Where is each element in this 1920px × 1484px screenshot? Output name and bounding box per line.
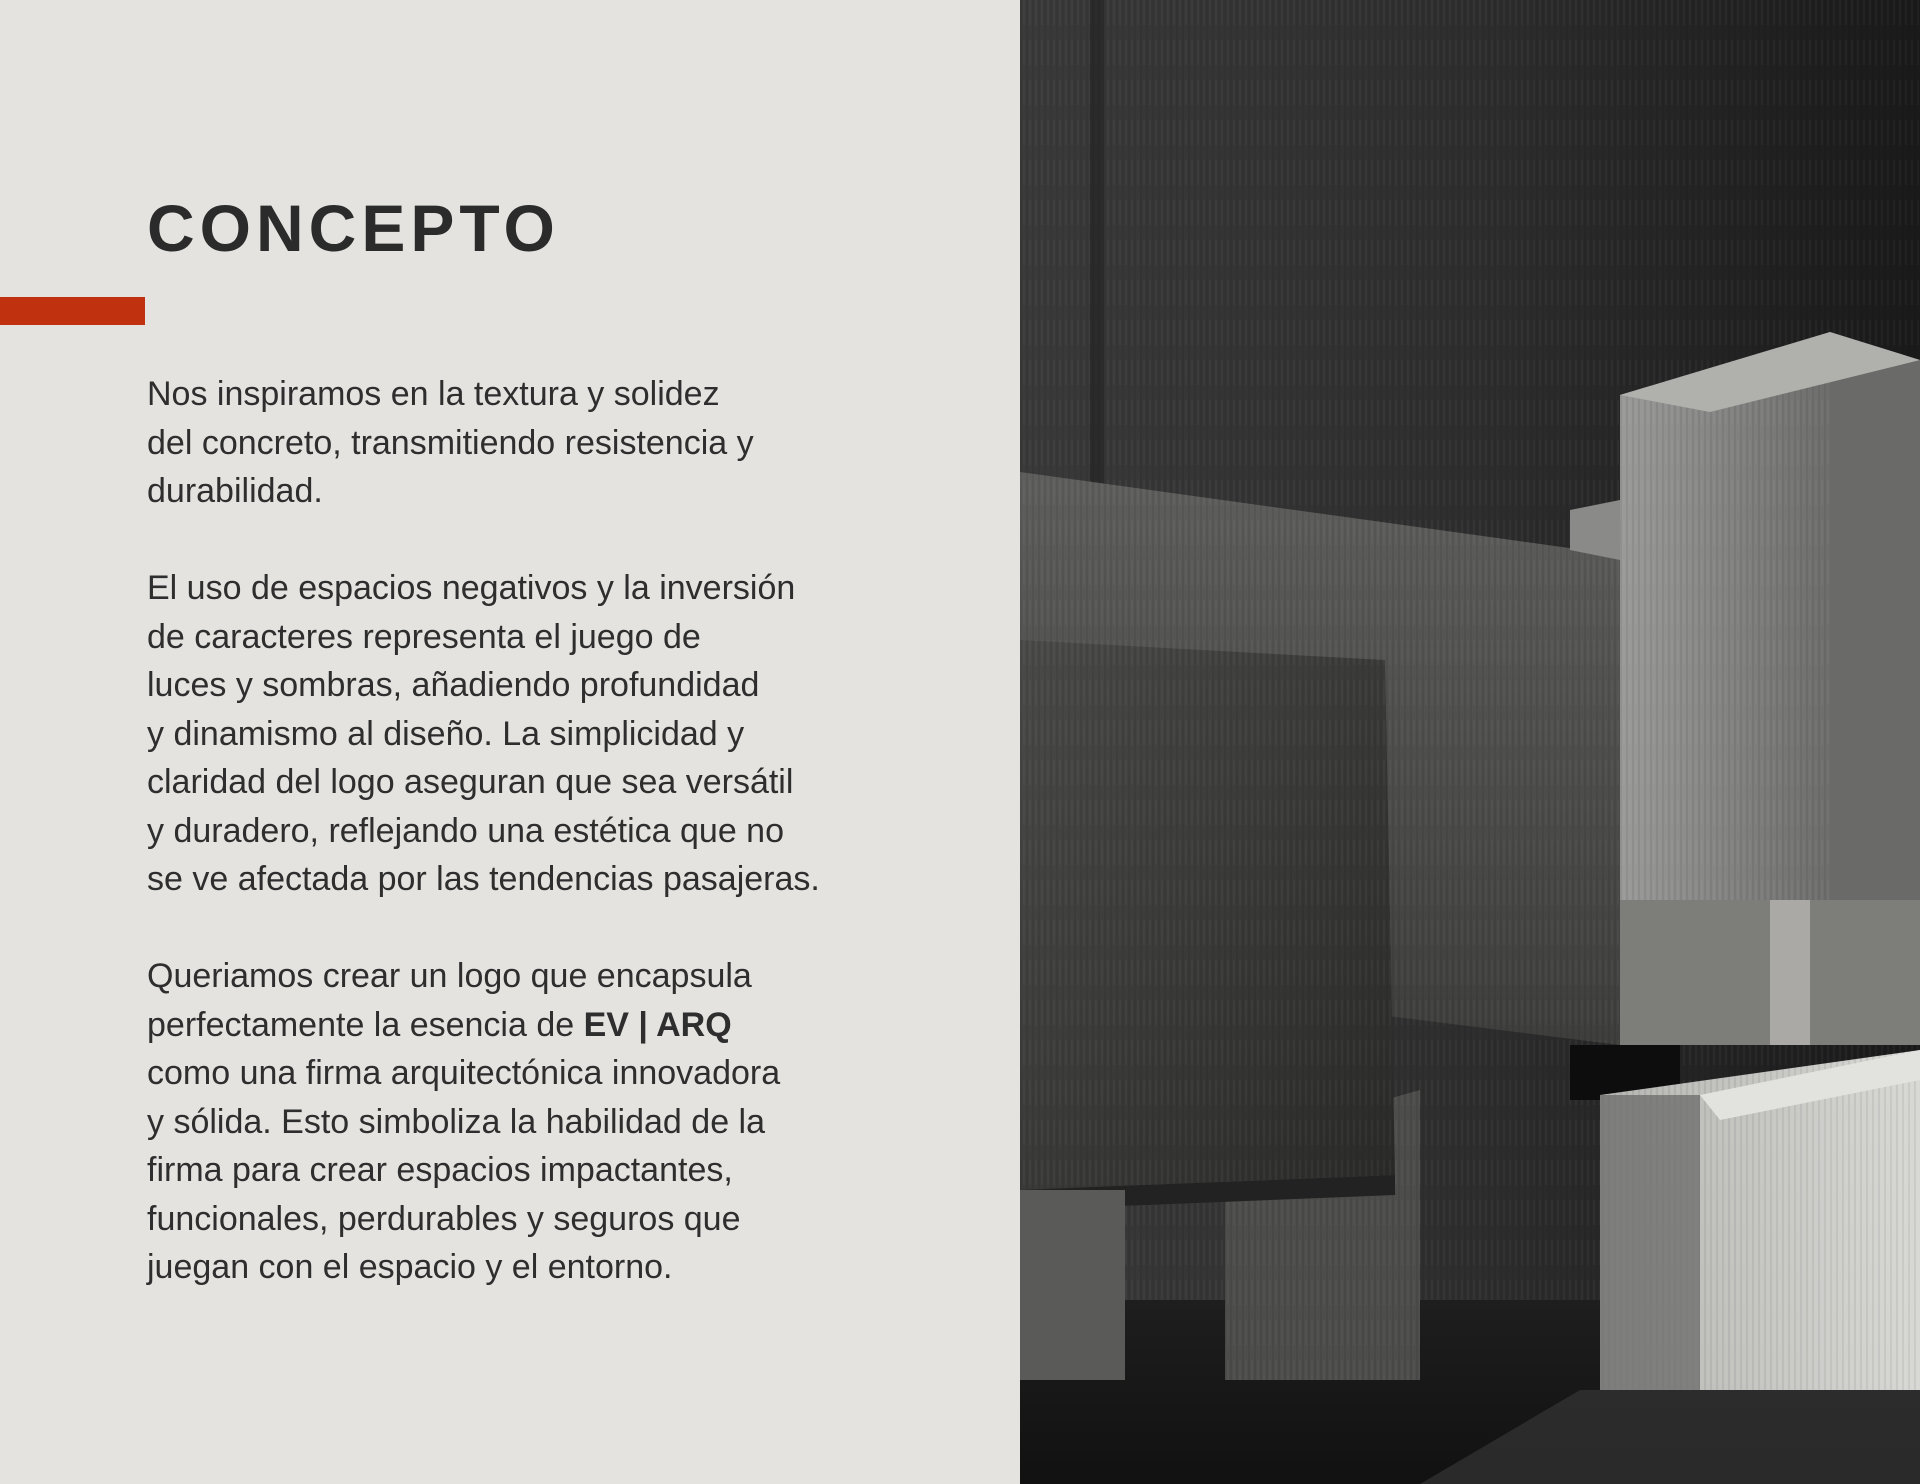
back-cube	[1570, 500, 1620, 560]
paragraph-1-line: del concreto, transmitiendo resistencia y	[147, 423, 754, 462]
bottom-right-block-shade	[1600, 1095, 1700, 1390]
paragraph-3-line-prefix: perfectamente la esencia de	[147, 1005, 584, 1044]
paragraph-3	[147, 952, 977, 1292]
paragraph-3-line: y sólida. Esto simboliza la habilidad de la	[147, 1102, 766, 1141]
accent-bar	[0, 297, 145, 325]
wall-seam	[1090, 0, 1104, 500]
paragraph-2-line: luces y sombras, añadiendo profundidad	[147, 666, 760, 704]
paragraph-1-line: Nos inspiramos en la textura y solidez	[147, 375, 720, 413]
concrete-blocks-photo	[1020, 0, 1920, 1484]
paragraph-2-line: El uso de espacios negativos y la inversión	[147, 569, 796, 607]
paragraph-2	[147, 564, 977, 904]
paragraph-3-line: juegan con el espacio y el entorno.	[147, 1248, 673, 1286]
tall-pillar-side	[1830, 332, 1920, 900]
paragraph-1	[147, 370, 977, 516]
left-leg	[1020, 1190, 1125, 1380]
paragraph-2-line: claridad del logo aseguran que sea versátil	[147, 763, 794, 801]
paragraph-2-line: de caracteres representa el juego de	[147, 617, 701, 656]
concrete-blocks-illustration	[1020, 0, 1920, 1484]
paragraph-2-line: y dinamismo al diseño. La simplicidad y	[147, 714, 745, 753]
paragraph-3-line: firma para crear espacios impactantes,	[147, 1151, 733, 1189]
paragraph-2-line: y duradero, reflejando una estética que no	[147, 811, 785, 850]
paragraph-1-line: durabilidad.	[147, 472, 323, 510]
body-text	[147, 370, 977, 1340]
mid-connector-light	[1770, 900, 1810, 1045]
paragraph-3-line: Queriamos crear un logo que encapsula	[147, 957, 752, 995]
tall-pillar-grain	[1620, 332, 1830, 900]
paragraph-2-line: se ve afectada por las tendencias pasajeras.	[147, 860, 820, 898]
paragraph-3-line: como una firma arquitectónica innovadora	[147, 1054, 781, 1092]
paragraph-3-line: funcionales, perdurables y seguros que	[147, 1199, 741, 1238]
paragraph-3-line	[147, 1001, 977, 1050]
page-title: CONCEPTO	[147, 191, 560, 265]
front-block-grain	[1020, 640, 1395, 1190]
brand-name: EV | ARQ	[583, 1005, 732, 1044]
